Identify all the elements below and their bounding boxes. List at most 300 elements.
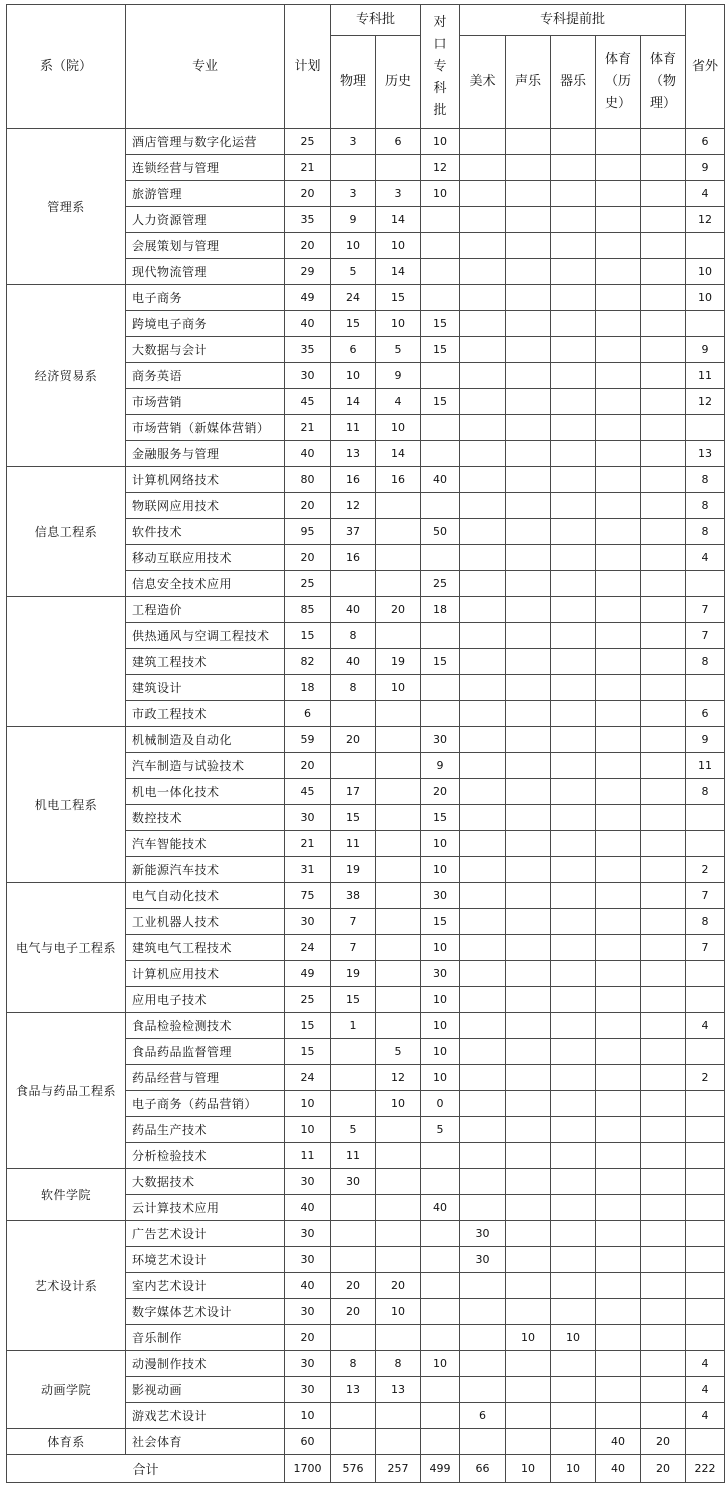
instrument-cell bbox=[551, 1273, 596, 1299]
major-cell: 现代物流管理 bbox=[126, 259, 285, 285]
history-cell: 9 bbox=[376, 363, 421, 389]
vocal-cell bbox=[506, 675, 551, 701]
art-cell bbox=[460, 129, 506, 155]
art-cell bbox=[460, 935, 506, 961]
history-cell bbox=[376, 545, 421, 571]
header-instrument: 器乐 bbox=[551, 36, 596, 129]
art-cell bbox=[460, 753, 506, 779]
header-plan: 计划 bbox=[285, 5, 331, 129]
pe-history-cell bbox=[596, 1273, 641, 1299]
major-cell: 机械制造及自动化 bbox=[126, 727, 285, 753]
art-cell bbox=[460, 987, 506, 1013]
total-physics: 576 bbox=[331, 1455, 376, 1483]
pe-history-cell bbox=[596, 1299, 641, 1325]
pe-physics-cell bbox=[641, 1325, 686, 1351]
plan-cell: 49 bbox=[285, 285, 331, 311]
outside-cell: 11 bbox=[686, 753, 725, 779]
major-cell: 连锁经营与管理 bbox=[126, 155, 285, 181]
vocal-cell bbox=[506, 181, 551, 207]
duikou-cell: 12 bbox=[421, 155, 460, 181]
vocal-cell bbox=[506, 1403, 551, 1429]
instrument-cell bbox=[551, 467, 596, 493]
outside-cell: 8 bbox=[686, 467, 725, 493]
pe-history-cell bbox=[596, 1377, 641, 1403]
plan-cell: 82 bbox=[285, 649, 331, 675]
physics-cell bbox=[331, 155, 376, 181]
pe-history-cell bbox=[596, 1143, 641, 1169]
pe-physics-cell bbox=[641, 675, 686, 701]
history-cell bbox=[376, 1247, 421, 1273]
history-cell bbox=[376, 883, 421, 909]
pe-physics-cell bbox=[641, 935, 686, 961]
table-row bbox=[7, 1429, 725, 1455]
pe-history-cell bbox=[596, 311, 641, 337]
duikou-cell bbox=[421, 1299, 460, 1325]
plan-cell: 20 bbox=[285, 1325, 331, 1351]
plan-cell: 20 bbox=[285, 233, 331, 259]
vocal-cell bbox=[506, 259, 551, 285]
vocal-cell bbox=[506, 1273, 551, 1299]
physics-cell: 3 bbox=[331, 181, 376, 207]
pe-history-cell bbox=[596, 779, 641, 805]
pe-history-cell bbox=[596, 831, 641, 857]
physics-cell: 19 bbox=[331, 857, 376, 883]
major-cell: 市场营销（新媒体营销） bbox=[126, 415, 285, 441]
instrument-cell: 10 bbox=[551, 1325, 596, 1351]
pe-history-cell bbox=[596, 675, 641, 701]
vocal-cell bbox=[506, 467, 551, 493]
duikou-cell bbox=[421, 441, 460, 467]
instrument-cell bbox=[551, 155, 596, 181]
major-cell: 计算机网络技术 bbox=[126, 467, 285, 493]
plan-cell: 30 bbox=[285, 1247, 331, 1273]
outside-cell: 4 bbox=[686, 1377, 725, 1403]
physics-cell bbox=[331, 753, 376, 779]
duikou-cell: 10 bbox=[421, 181, 460, 207]
vocal-cell bbox=[506, 753, 551, 779]
major-cell: 大数据技术 bbox=[126, 1169, 285, 1195]
major-cell: 软件技术 bbox=[126, 519, 285, 545]
plan-cell: 31 bbox=[285, 857, 331, 883]
physics-cell: 37 bbox=[331, 519, 376, 545]
vocal-cell bbox=[506, 1377, 551, 1403]
major-cell: 室内艺术设计 bbox=[126, 1273, 285, 1299]
pe-history-cell bbox=[596, 1091, 641, 1117]
outside-cell: 4 bbox=[686, 1403, 725, 1429]
history-cell bbox=[376, 1169, 421, 1195]
pe-history-cell bbox=[596, 1169, 641, 1195]
pe-physics-cell bbox=[641, 961, 686, 987]
pe-physics-cell bbox=[641, 1247, 686, 1273]
history-cell bbox=[376, 935, 421, 961]
duikou-cell: 40 bbox=[421, 467, 460, 493]
pe-physics-cell bbox=[641, 1221, 686, 1247]
pe-physics-cell bbox=[641, 207, 686, 233]
major-cell: 机电一体化技术 bbox=[126, 779, 285, 805]
plan-cell: 35 bbox=[285, 207, 331, 233]
history-cell: 10 bbox=[376, 311, 421, 337]
pe-history-cell bbox=[596, 649, 641, 675]
plan-cell: 6 bbox=[285, 701, 331, 727]
pe-history-cell bbox=[596, 181, 641, 207]
major-cell: 会展策划与管理 bbox=[126, 233, 285, 259]
art-cell bbox=[460, 597, 506, 623]
physics-cell: 20 bbox=[331, 1299, 376, 1325]
physics-cell: 19 bbox=[331, 961, 376, 987]
major-cell: 市场营销 bbox=[126, 389, 285, 415]
plan-cell: 30 bbox=[285, 1221, 331, 1247]
history-cell: 20 bbox=[376, 1273, 421, 1299]
outside-cell: 9 bbox=[686, 337, 725, 363]
header-row-1 bbox=[7, 5, 725, 36]
physics-cell: 12 bbox=[331, 493, 376, 519]
plan-cell: 30 bbox=[285, 805, 331, 831]
pe-physics-cell bbox=[641, 1195, 686, 1221]
department-cell: 信息工程系 bbox=[7, 467, 126, 597]
instrument-cell bbox=[551, 1403, 596, 1429]
pe-history-cell bbox=[596, 727, 641, 753]
plan-cell: 49 bbox=[285, 961, 331, 987]
vocal-cell bbox=[506, 493, 551, 519]
art-cell bbox=[460, 285, 506, 311]
pe-physics-cell bbox=[641, 753, 686, 779]
outside-cell: 13 bbox=[686, 441, 725, 467]
outside-cell: 4 bbox=[686, 181, 725, 207]
pe-physics-cell bbox=[641, 1377, 686, 1403]
header-zhuanke-batch: 专科批 bbox=[331, 5, 421, 36]
plan-cell: 15 bbox=[285, 1039, 331, 1065]
instrument-cell bbox=[551, 415, 596, 441]
pe-history-cell bbox=[596, 441, 641, 467]
physics-cell: 6 bbox=[331, 337, 376, 363]
duikou-cell: 30 bbox=[421, 727, 460, 753]
pe-history-cell bbox=[596, 467, 641, 493]
art-cell bbox=[460, 207, 506, 233]
major-cell: 建筑工程技术 bbox=[126, 649, 285, 675]
outside-cell bbox=[686, 1299, 725, 1325]
physics-cell bbox=[331, 1403, 376, 1429]
header-outside-province: 省外 bbox=[686, 5, 725, 129]
outside-cell bbox=[686, 987, 725, 1013]
pe-history-cell bbox=[596, 233, 641, 259]
pe-history-cell bbox=[596, 1039, 641, 1065]
art-cell bbox=[460, 649, 506, 675]
major-cell: 影视动画 bbox=[126, 1377, 285, 1403]
physics-cell: 20 bbox=[331, 727, 376, 753]
pe-history-cell bbox=[596, 1403, 641, 1429]
plan-cell: 29 bbox=[285, 259, 331, 285]
table-row bbox=[7, 883, 725, 909]
pe-physics-cell bbox=[641, 1117, 686, 1143]
header-art: 美术 bbox=[460, 36, 506, 129]
major-cell: 应用电子技术 bbox=[126, 987, 285, 1013]
art-cell bbox=[460, 1117, 506, 1143]
vocal-cell bbox=[506, 441, 551, 467]
vocal-cell bbox=[506, 987, 551, 1013]
header-duikou-batch: 对口专科批 bbox=[421, 5, 460, 129]
plan-cell: 80 bbox=[285, 467, 331, 493]
outside-cell bbox=[686, 805, 725, 831]
outside-cell: 8 bbox=[686, 779, 725, 805]
duikou-cell: 10 bbox=[421, 935, 460, 961]
duikou-cell: 10 bbox=[421, 1065, 460, 1091]
pe-physics-cell bbox=[641, 181, 686, 207]
plan-cell: 30 bbox=[285, 1299, 331, 1325]
vocal-cell bbox=[506, 909, 551, 935]
instrument-cell bbox=[551, 441, 596, 467]
duikou-cell bbox=[421, 233, 460, 259]
history-cell bbox=[376, 727, 421, 753]
art-cell: 6 bbox=[460, 1403, 506, 1429]
history-cell bbox=[376, 1325, 421, 1351]
pe-physics-cell bbox=[641, 1351, 686, 1377]
instrument-cell bbox=[551, 571, 596, 597]
pe-physics-cell bbox=[641, 337, 686, 363]
history-cell bbox=[376, 623, 421, 649]
outside-cell bbox=[686, 1273, 725, 1299]
history-cell bbox=[376, 779, 421, 805]
outside-cell: 4 bbox=[686, 1013, 725, 1039]
pe-physics-cell bbox=[641, 285, 686, 311]
art-cell: 30 bbox=[460, 1247, 506, 1273]
history-cell: 10 bbox=[376, 233, 421, 259]
history-cell: 10 bbox=[376, 1299, 421, 1325]
history-cell bbox=[376, 1221, 421, 1247]
instrument-cell bbox=[551, 1247, 596, 1273]
outside-cell: 7 bbox=[686, 935, 725, 961]
pe-physics-cell bbox=[641, 389, 686, 415]
table-row bbox=[7, 285, 725, 311]
art-cell bbox=[460, 389, 506, 415]
instrument-cell bbox=[551, 623, 596, 649]
art-cell bbox=[460, 1091, 506, 1117]
pe-history-cell bbox=[596, 805, 641, 831]
outside-cell bbox=[686, 1117, 725, 1143]
duikou-cell bbox=[421, 415, 460, 441]
duikou-cell bbox=[421, 1429, 460, 1455]
pe-history-cell: 40 bbox=[596, 1429, 641, 1455]
physics-cell bbox=[331, 1429, 376, 1455]
instrument-cell bbox=[551, 545, 596, 571]
plan-cell: 10 bbox=[285, 1091, 331, 1117]
outside-cell bbox=[686, 233, 725, 259]
duikou-cell: 10 bbox=[421, 1351, 460, 1377]
pe-physics-cell bbox=[641, 727, 686, 753]
instrument-cell bbox=[551, 181, 596, 207]
header-history: 历史 bbox=[376, 36, 421, 129]
major-cell: 工业机器人技术 bbox=[126, 909, 285, 935]
pe-physics-cell bbox=[641, 1299, 686, 1325]
pe-physics-cell bbox=[641, 779, 686, 805]
pe-history-cell bbox=[596, 701, 641, 727]
outside-cell bbox=[686, 961, 725, 987]
instrument-cell bbox=[551, 259, 596, 285]
art-cell bbox=[460, 779, 506, 805]
pe-physics-cell bbox=[641, 441, 686, 467]
art-cell bbox=[460, 1351, 506, 1377]
vocal-cell bbox=[506, 779, 551, 805]
instrument-cell bbox=[551, 675, 596, 701]
instrument-cell bbox=[551, 1195, 596, 1221]
pe-physics-cell bbox=[641, 1013, 686, 1039]
plan-cell: 20 bbox=[285, 181, 331, 207]
physics-cell bbox=[331, 1195, 376, 1221]
pe-physics-cell bbox=[641, 1143, 686, 1169]
vocal-cell bbox=[506, 545, 551, 571]
outside-cell: 11 bbox=[686, 363, 725, 389]
pe-history-cell bbox=[596, 207, 641, 233]
instrument-cell bbox=[551, 233, 596, 259]
outside-cell bbox=[686, 1429, 725, 1455]
duikou-cell bbox=[421, 207, 460, 233]
physics-cell: 7 bbox=[331, 935, 376, 961]
art-cell bbox=[460, 181, 506, 207]
art-cell bbox=[460, 1195, 506, 1221]
instrument-cell bbox=[551, 727, 596, 753]
plan-cell: 10 bbox=[285, 1403, 331, 1429]
physics-cell: 10 bbox=[331, 363, 376, 389]
pe-physics-cell bbox=[641, 415, 686, 441]
outside-cell bbox=[686, 415, 725, 441]
outside-cell: 2 bbox=[686, 1065, 725, 1091]
history-cell: 10 bbox=[376, 1091, 421, 1117]
pe-history-cell bbox=[596, 415, 641, 441]
table-row bbox=[7, 727, 725, 753]
pe-physics-cell bbox=[641, 1169, 686, 1195]
pe-history-cell bbox=[596, 129, 641, 155]
pe-history-cell bbox=[596, 259, 641, 285]
duikou-cell bbox=[421, 1403, 460, 1429]
pe-history-cell bbox=[596, 1013, 641, 1039]
outside-cell bbox=[686, 1091, 725, 1117]
art-cell bbox=[460, 415, 506, 441]
instrument-cell bbox=[551, 311, 596, 337]
physics-cell: 7 bbox=[331, 909, 376, 935]
major-cell: 食品检验检测技术 bbox=[126, 1013, 285, 1039]
instrument-cell bbox=[551, 961, 596, 987]
plan-cell: 30 bbox=[285, 1351, 331, 1377]
outside-cell: 9 bbox=[686, 155, 725, 181]
duikou-cell: 18 bbox=[421, 597, 460, 623]
major-cell: 旅游管理 bbox=[126, 181, 285, 207]
pe-physics-cell bbox=[641, 311, 686, 337]
pe-physics-cell: 20 bbox=[641, 1429, 686, 1455]
instrument-cell bbox=[551, 909, 596, 935]
instrument-cell bbox=[551, 649, 596, 675]
pe-history-cell bbox=[596, 337, 641, 363]
history-cell: 14 bbox=[376, 441, 421, 467]
instrument-cell bbox=[551, 1351, 596, 1377]
art-cell bbox=[460, 233, 506, 259]
art-cell bbox=[460, 805, 506, 831]
art-cell bbox=[460, 1013, 506, 1039]
major-cell: 分析检验技术 bbox=[126, 1143, 285, 1169]
total-outside: 222 bbox=[686, 1455, 725, 1483]
vocal-cell bbox=[506, 961, 551, 987]
physics-cell bbox=[331, 1325, 376, 1351]
history-cell: 14 bbox=[376, 207, 421, 233]
instrument-cell bbox=[551, 519, 596, 545]
physics-cell: 13 bbox=[331, 1377, 376, 1403]
major-cell: 移动互联应用技术 bbox=[126, 545, 285, 571]
pe-history-cell bbox=[596, 1065, 641, 1091]
vocal-cell bbox=[506, 285, 551, 311]
total-pe-physics: 20 bbox=[641, 1455, 686, 1483]
major-cell: 大数据与会计 bbox=[126, 337, 285, 363]
vocal-cell bbox=[506, 337, 551, 363]
physics-cell: 11 bbox=[331, 1143, 376, 1169]
major-cell: 信息安全技术应用 bbox=[126, 571, 285, 597]
pe-history-cell bbox=[596, 1351, 641, 1377]
art-cell bbox=[460, 571, 506, 597]
pe-history-cell bbox=[596, 857, 641, 883]
duikou-cell: 15 bbox=[421, 649, 460, 675]
pe-physics-cell bbox=[641, 1065, 686, 1091]
plan-cell: 18 bbox=[285, 675, 331, 701]
pe-physics-cell bbox=[641, 1039, 686, 1065]
art-cell bbox=[460, 883, 506, 909]
pe-physics-cell bbox=[641, 259, 686, 285]
history-cell bbox=[376, 753, 421, 779]
instrument-cell bbox=[551, 701, 596, 727]
department-cell: 经济贸易系 bbox=[7, 285, 126, 467]
pe-history-cell bbox=[596, 1117, 641, 1143]
physics-cell: 15 bbox=[331, 805, 376, 831]
plan-cell: 40 bbox=[285, 1195, 331, 1221]
pe-physics-cell bbox=[641, 883, 686, 909]
instrument-cell bbox=[551, 1117, 596, 1143]
outside-cell: 10 bbox=[686, 285, 725, 311]
major-cell: 云计算技术应用 bbox=[126, 1195, 285, 1221]
vocal-cell: 10 bbox=[506, 1325, 551, 1351]
art-cell bbox=[460, 519, 506, 545]
outside-cell bbox=[686, 1325, 725, 1351]
plan-cell: 25 bbox=[285, 129, 331, 155]
history-cell bbox=[376, 857, 421, 883]
major-cell: 酒店管理与数字化运营 bbox=[126, 129, 285, 155]
major-cell: 数控技术 bbox=[126, 805, 285, 831]
vocal-cell bbox=[506, 155, 551, 181]
outside-cell bbox=[686, 831, 725, 857]
physics-cell bbox=[331, 1091, 376, 1117]
pe-history-cell bbox=[596, 883, 641, 909]
instrument-cell bbox=[551, 779, 596, 805]
instrument-cell bbox=[551, 1039, 596, 1065]
department-cell: 体育系 bbox=[7, 1429, 126, 1455]
pe-history-cell bbox=[596, 1221, 641, 1247]
instrument-cell bbox=[551, 1065, 596, 1091]
vocal-cell bbox=[506, 363, 551, 389]
plan-cell: 45 bbox=[285, 389, 331, 415]
plan-cell: 85 bbox=[285, 597, 331, 623]
physics-cell: 8 bbox=[331, 623, 376, 649]
major-cell: 动漫制作技术 bbox=[126, 1351, 285, 1377]
pe-physics-cell bbox=[641, 519, 686, 545]
art-cell bbox=[460, 1377, 506, 1403]
outside-cell: 9 bbox=[686, 727, 725, 753]
pe-physics-cell bbox=[641, 831, 686, 857]
outside-cell: 12 bbox=[686, 389, 725, 415]
major-cell: 电子商务 bbox=[126, 285, 285, 311]
major-cell: 跨境电子商务 bbox=[126, 311, 285, 337]
art-cell bbox=[460, 1273, 506, 1299]
outside-cell bbox=[686, 675, 725, 701]
instrument-cell bbox=[551, 207, 596, 233]
plan-cell: 30 bbox=[285, 363, 331, 389]
department-cell: 软件学院 bbox=[7, 1169, 126, 1221]
history-cell: 13 bbox=[376, 1377, 421, 1403]
duikou-cell bbox=[421, 1377, 460, 1403]
